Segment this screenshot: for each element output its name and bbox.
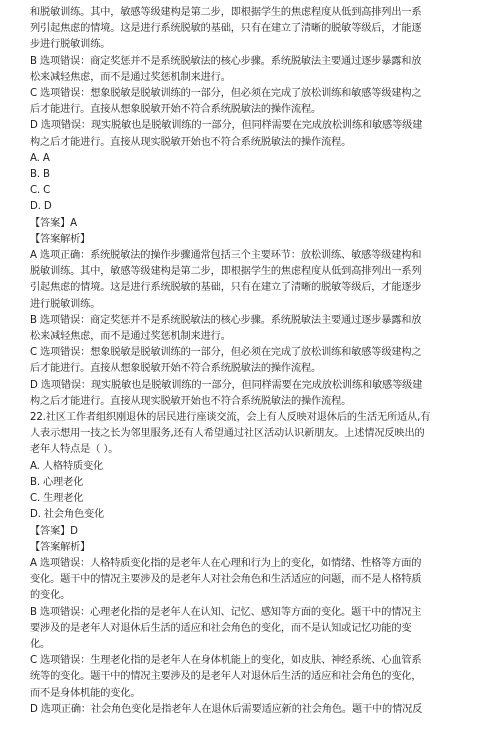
text-line: C 选项错误：生理老化指的是老年人在身体机能上的变化，如皮肤、神经系统、心血管系	[30, 655, 422, 667]
text-line: B. 心理老化	[30, 476, 84, 488]
q21-b-analysis-2	[30, 313, 464, 345]
q21-a-correct	[30, 248, 464, 313]
text-line: 脱敏训练。其中，敏感等级建构是第二步，即根据学生的焦虑程度从低到高排列出一系列	[30, 266, 422, 278]
text-line: 要涉及的是老年人对退休后生活的适应和社会角色的变化，而不是认知或记忆功能的变	[30, 622, 412, 634]
text-line: 人表示想用一技之长为邻里服务,还有人希望通过社区活动认识新朋友。上述情况反映出的	[30, 428, 425, 440]
text-line: 引起焦虑的情境。这是进行系统脱敏的基础，只有在建立了清晰的脱敏等级后，才能逐步	[30, 282, 422, 294]
q22-option-d	[30, 507, 464, 523]
q22-analysis-heading	[30, 540, 464, 556]
text-line: 的变化。	[30, 590, 71, 602]
q21-option-b	[30, 167, 464, 183]
text-line: C. 生理老化	[30, 493, 84, 505]
q22-option-c	[30, 491, 464, 507]
text-line: D. 社会角色变化	[30, 509, 105, 521]
text-line: B 选项错误：商定奖惩并不是系统脱敏法的核心步骤。系统脱敏法主要通过逐步暴露和放	[30, 314, 422, 326]
text-line: 【答案解析】	[30, 541, 91, 553]
text-line: 【答案解析】	[30, 233, 91, 245]
q22-answer	[30, 524, 464, 540]
text-line: 和脱敏训练。其中，敏感等级建构是第二步，即根据学生的焦虑程度从低到高排列出一系	[30, 7, 422, 18]
text-line: A 选项错误：人格特质变化指的是老年人在心理和行为上的变化，如情绪、性格等方面的	[30, 557, 422, 569]
q21-d-analysis-2	[30, 378, 464, 410]
q21-option-a	[30, 151, 464, 167]
text-line: D 选项错误：现实脱敏也是脱敏训练的一部分，但同样需要在完成放松训练和敏感等级建	[30, 379, 423, 391]
q21-c-wrong-analysis	[30, 86, 464, 118]
text-line: C 选项错误：想象脱敏是脱敏训练的一部分，但必须在完成了放松训练和敏感等级建构之	[30, 347, 422, 359]
text-line: D 选项错误：现实脱敏也是脱敏训练的一部分，但同样需要在完成放松训练和敏感等级建	[30, 120, 423, 132]
q21-c-analysis-cont	[30, 5, 464, 54]
text-line: B. B	[30, 169, 50, 181]
q22-option-b	[30, 475, 464, 491]
text-line: 后才能进行。直接从想象脱敏开始不符合系统脱敏法的操作流程。	[30, 363, 322, 375]
q22-option-a	[30, 459, 464, 475]
text-line: 老年人特点是（ ）。	[30, 444, 119, 456]
text-line: 化。	[30, 638, 51, 650]
text-line: 22.社区工作者组织刚退休的居民进行座谈交流，会上有人反映对退休后的生活无所适从,有	[30, 412, 431, 424]
text-line: 构之后才能进行。直接从现实脱敏开始也不符合系统脱敏法的操作流程。	[30, 395, 352, 407]
text-line: A. A	[30, 152, 50, 164]
q21-c-analysis-2	[30, 345, 464, 377]
text-line: 而不是身体机能的变化。	[30, 687, 141, 699]
text-line: C 选项错误：想象脱敏是脱敏训练的一部分，但必须在完成了放松训练和敏感等级建构之	[30, 88, 422, 100]
text-line: 列引起焦虑的情境。这是进行系统脱敏的基础，只有在建立了清晰的脱敏等级后，才能逐	[30, 23, 422, 35]
text-line: 变化。题干中的情况主要涉及的是老年人对社会角色和生活适应的问题，而不是人格特质	[30, 574, 422, 586]
text-line: 后才能进行。直接从想象脱敏开始不符合系统脱敏法的操作流程。	[30, 104, 322, 116]
q21-answer	[30, 216, 464, 232]
text-line: D. D	[30, 201, 52, 213]
text-line: 统等的变化。题干中的情况主要涉及的是老年人对退休后生活的适应和社会角色的变化，	[30, 671, 422, 683]
q22-a-analysis	[30, 556, 464, 605]
text-line: 步进行脱敏训练。	[30, 39, 111, 51]
text-line: A 选项正确：系统脱敏法的操作步骤通常包括三个主要环节：放松训练、敏感等级建构和	[30, 250, 422, 262]
text-line: 松来减轻焦虑，而不是通过奖惩机制来进行。	[30, 331, 231, 343]
q22-d-analysis	[30, 702, 464, 718]
q22-b-analysis	[30, 605, 464, 654]
text-line: 松来减轻焦虑，而不是通过奖惩机制来进行。	[30, 71, 231, 83]
q21-option-d	[30, 199, 464, 215]
text-line: 进行脱敏训练。	[30, 298, 101, 310]
q21-analysis-heading	[30, 232, 464, 248]
text-line: 【答案】D	[30, 525, 78, 537]
text-line: 【答案】A	[30, 217, 77, 229]
text-line: B 选项错误：商定奖惩并不是系统脱敏法的核心步骤。系统脱敏法主要通过逐步暴露和放	[30, 55, 422, 67]
q21-option-c	[30, 183, 464, 199]
q22-stem	[30, 410, 464, 459]
text-line: A. 人格特质变化	[30, 460, 104, 472]
q22-c-analysis	[30, 653, 464, 702]
q21-d-analysis	[30, 118, 464, 150]
text-line: 构之后才能进行。直接从现实脱敏开始也不符合系统脱敏法的操作流程。	[30, 136, 352, 148]
text-line: B 选项错误：心理老化指的是老年人在认知、记忆、感知等方面的变化。题干中的情况主	[30, 606, 422, 618]
text-line: D 选项正确：社会角色变化是指老年人在退休后需要适应新的社会角色。题干中的情况反	[30, 703, 423, 715]
text-line: C. C	[30, 185, 51, 197]
q21-b-analysis	[30, 54, 464, 86]
